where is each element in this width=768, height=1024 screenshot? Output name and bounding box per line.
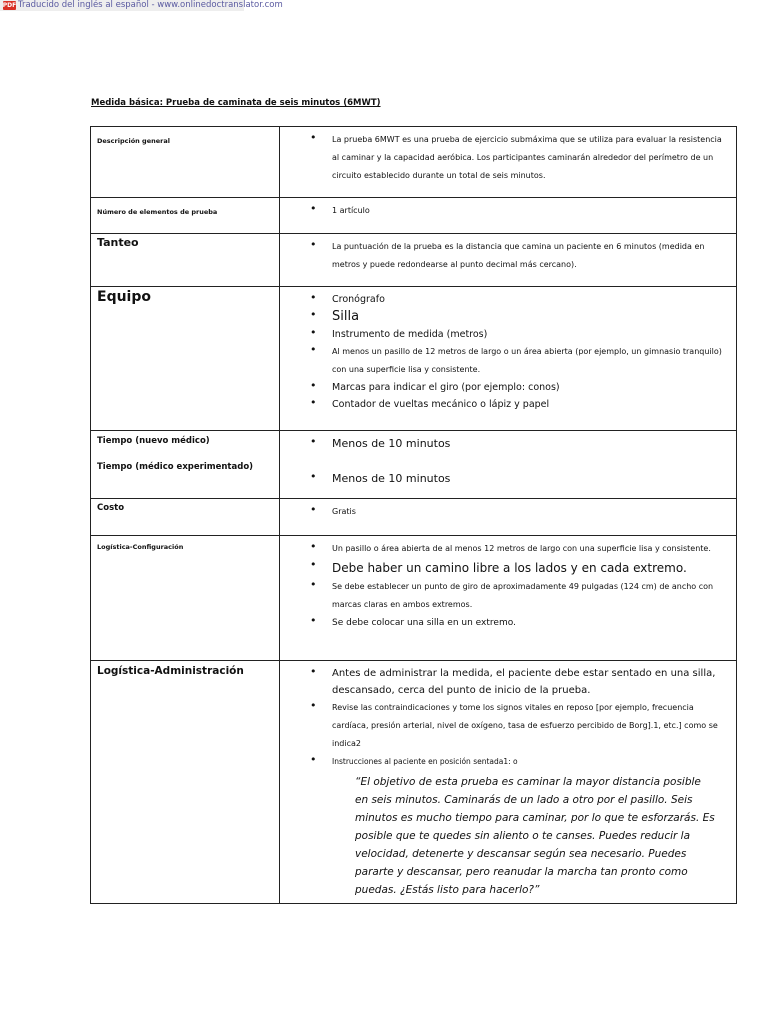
list-configuracion [310,540,728,632]
list-descripcion [310,131,728,185]
patient-instructions-quote: “El objetivo de esta prueba es caminar la mayor distancia posible en seis minutos. Caminarás de un lado a otro por el pasillo. Seis minutos es mucho tiempo para caminar, por lo que te esforzarás. Es posible que te quedes sin aliento o te canses. Puedes reducir la velocidad, detenerte y descansar según sea necesario. Puedes pararte y descansar, pero reanudar la marcha tan pronto como puedas. ¿Estás listo para hacerlo?” [355,776,715,896]
label-tiempo-nuevo: Tiempo (nuevo médico) [97,436,210,446]
list-costo [310,503,728,521]
label-equipo: Equipo [91,287,280,431]
row-administracion [91,661,737,904]
row-configuracion [91,536,737,661]
list-item: • Se debe establecer un punto de giro de aproximadamente 49 pulgadas (124 cm) de ancho con marcas claras en ambos extremos. [310,578,728,614]
row-numero [91,198,737,234]
translation-banner[interactable] [0,0,283,11]
label-costo: Costo [91,499,280,536]
list-item: • Se debe colocar una silla en un extremo. [310,614,728,632]
list-equipo [310,291,728,413]
list-administracion [310,665,728,771]
row-descripcion [91,127,737,198]
list-item: • Silla [310,308,728,326]
list-tanteo [310,238,728,274]
list-item: • Gratis [310,503,728,521]
list-item: • Instrumento de medida (metros) [310,326,728,343]
label-tiempo-experimentado: Tiempo (médico experimentado) [97,462,254,472]
row-tiempo [91,431,737,499]
value-tiempo-nuevo: • Menos de 10 minutos [310,435,728,453]
label-descripcion: Descripción general [91,127,280,198]
list-item: • Instrucciones al paciente en posición sentada1: o [310,753,728,771]
label-administracion: Logística-Administración [91,661,280,904]
list-item: • Un pasillo o área abierta de al menos 12 metros de largo con una superficie lisa y consistente. [310,540,728,558]
list-item: • 1 artículo [310,202,728,220]
row-equipo [91,287,737,431]
measure-table [90,126,737,904]
list-item: • Revise las contraindicaciones y tome los signos vitales en reposo [por ejemplo, frecuencia cardíaca, presión arterial, nivel de oxígeno, tasa de esfuerzo percibido de Borg].1, etc.] como se indica2 [310,699,728,753]
list-item: • Marcas para indicar el giro (por ejemplo: conos) [310,379,728,396]
list-item: • Al menos un pasillo de 12 metros de largo o un área abierta (por ejemplo, un gimnasio tranquilo) con una superficie lisa y consistente. [310,343,728,379]
row-costo [91,499,737,536]
list-item: • Cronógrafo [310,291,728,308]
list-item: • Antes de administrar la medida, el paciente debe estar sentado en una silla, descansado, cerca del punto de inicio de la prueba. [310,665,728,699]
list-item: • Contador de vueltas mecánico o lápiz y papel [310,396,728,413]
list-item: • Debe haber un camino libre a los lados y en cada extremo. [310,558,728,578]
pdf-icon: PDF [2,2,17,9]
translation-banner-text[interactable]: Traducido del inglés al español - www.onlinedoctranslator.com [18,0,283,10]
list-tiempo [310,435,728,488]
value-tiempo-experimentado: • Menos de 10 minutos [310,470,728,488]
list-item: • La prueba 6MWT es una prueba de ejercicio submáxima que se utiliza para evaluar la resistencia al caminar y la capacidad aeróbica. Los participantes caminarán alrededor del perímetro de un circuito establecido durante un total de seis minutos. [310,131,728,185]
label-configuracion: Logística-Configuración [91,536,280,661]
list-item: • La puntuación de la prueba es la distancia que camina un paciente en 6 minutos (medida en metros y puede redondearse al punto decimal más cercano). [310,238,728,274]
row-tanteo [91,234,737,287]
document-title: Medida básica: Prueba de caminata de seis minutos (6MWT) [91,98,381,108]
label-tanteo: Tanteo [91,234,280,287]
label-numero: Número de elementos de prueba [91,198,280,234]
list-numero [310,202,728,220]
